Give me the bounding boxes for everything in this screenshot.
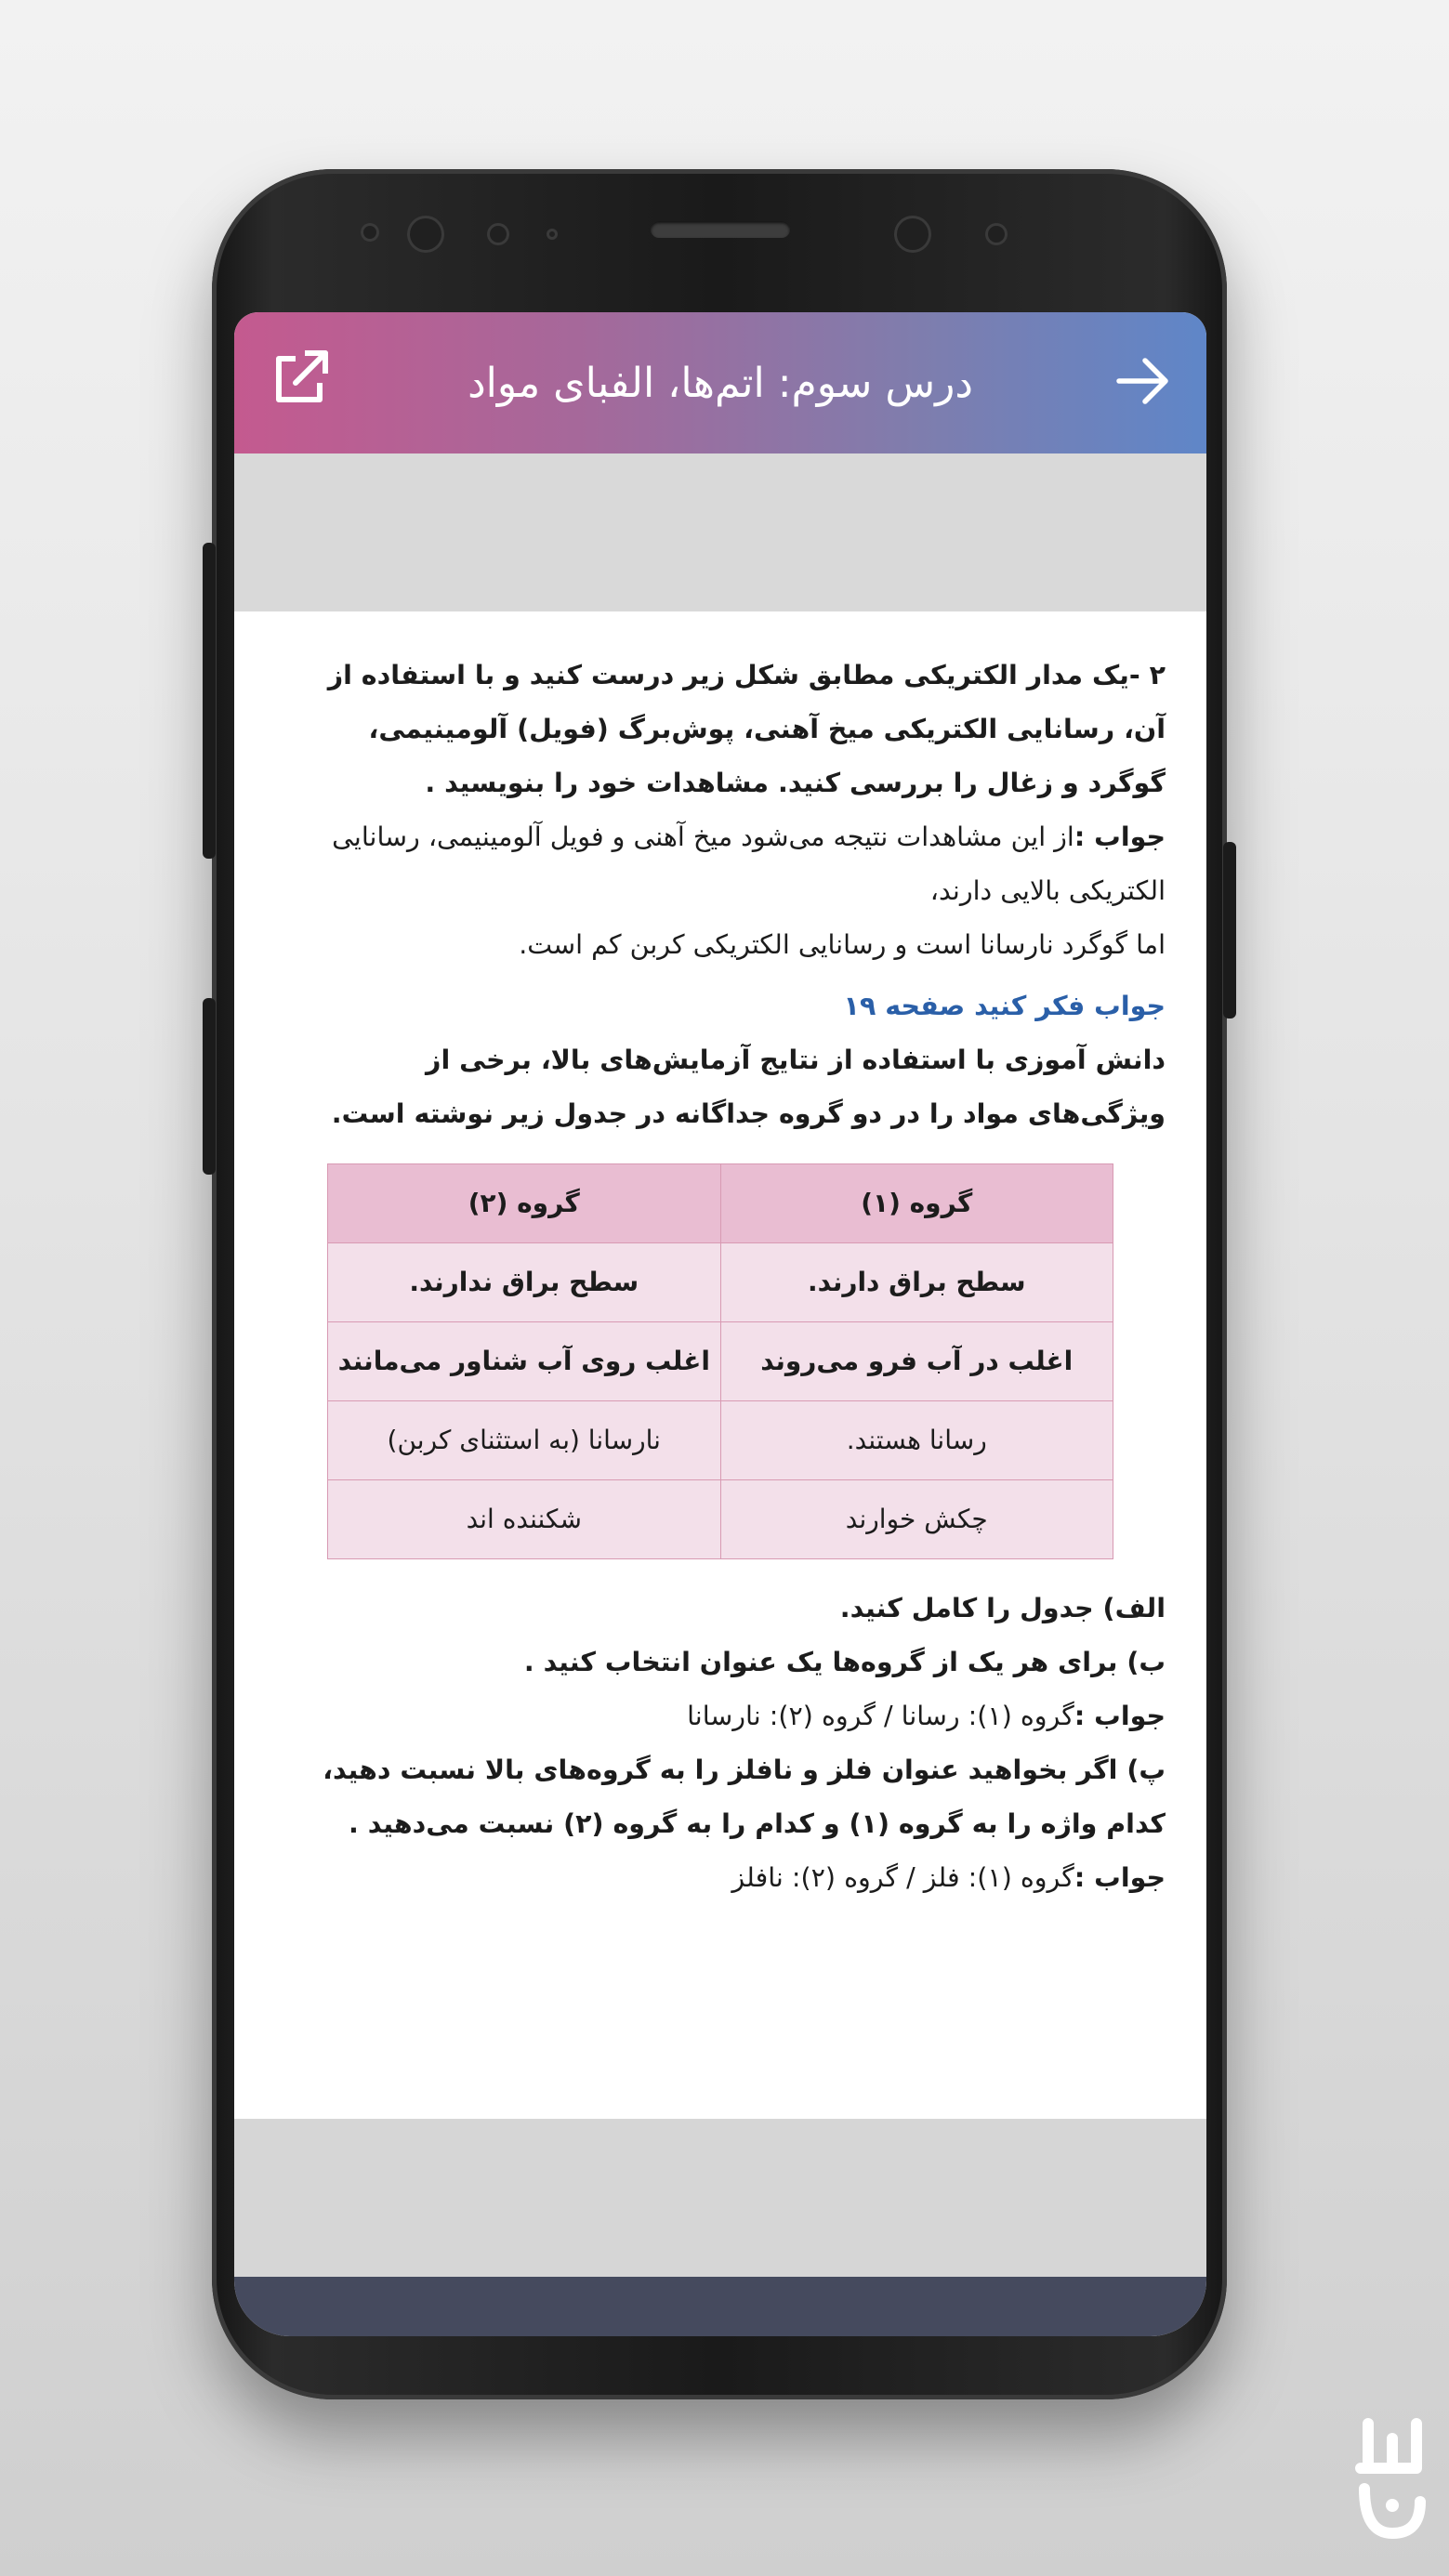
answer-2 (283, 810, 1166, 918)
table-header: گروه (۲) (328, 1164, 721, 1243)
page-title: درس سوم: اتم‌ها، الفبای مواد (468, 359, 973, 407)
question-p: پ) اگر بخواهید عنوان فلز و نافلز را به گروه‌های بالا نسبت دهید، کدام واژه را به گروه (۱) و کدام را به گروه (۲) نسبت می‌دهید . (323, 1755, 1166, 1839)
answer-2-continued: اما گوگرد نارسانا است و رسانایی الکتریکی کربن کم است. (519, 929, 1166, 960)
sensor-dot (985, 223, 1008, 245)
table-cell: چکش خوارند (720, 1480, 1113, 1559)
arrow-right-icon[interactable] (1113, 351, 1173, 411)
table-row (328, 1322, 1113, 1401)
ad-banner-top[interactable] (234, 453, 1206, 611)
table-cell: سطح براق ندارند. (328, 1243, 721, 1322)
table-row (328, 1243, 1113, 1322)
app-bar (234, 312, 1206, 453)
question-2: ۲ -یک مدار الکتریکی مطابق شکل زیر درست کنید و با استفاده از آن، رسانایی الکتریکی میخ آهنی، پوش‌برگ (فویل) آلومینیمی، گوگرد و زغال را بررسی کنید. مشاهدات خود را بنویسید . (327, 660, 1166, 798)
store-logo-icon (1350, 2412, 1435, 2552)
earpiece-speaker (651, 221, 790, 238)
phone-screen (234, 312, 1206, 2336)
lesson-content (283, 649, 1166, 1905)
intro-text: دانش آموزی با استفاده از نتایج آزمایش‌های بالا، برخی از ویژگی‌های مواد را در دو گروه جداگانه در جدول زیر نوشته است. (331, 1045, 1166, 1129)
answer-label: جواب : (1074, 1701, 1166, 1731)
section-heading: جواب فکر کنید صفحه ۱۹ (843, 991, 1166, 1021)
sensor-dot (547, 229, 558, 240)
answer-2-text: از این مشاهدات نتیجه می‌شود میخ آهنی و فویل آلومینیمی، رسانایی الکتریکی بالایی دارند، (332, 821, 1166, 906)
system-nav-bar (234, 2277, 1206, 2336)
table-row (328, 1480, 1113, 1559)
answer-label: جواب : (1074, 821, 1166, 852)
table-row (328, 1401, 1113, 1480)
front-camera (407, 216, 444, 253)
ad-banner-bottom[interactable] (234, 2119, 1206, 2277)
table-cell: شکننده اند (328, 1480, 721, 1559)
external-link-icon[interactable] (268, 346, 333, 411)
bixby-button (203, 998, 216, 1175)
table-cell: اغلب روی آب شناور می‌مانند (328, 1322, 721, 1401)
sensor-dot (361, 223, 379, 242)
question-b: ب) برای هر یک از گروه‌ها یک عنوان انتخاب کنید . (523, 1647, 1166, 1677)
table-cell: نارسانا (به استثنای کربن) (328, 1401, 721, 1480)
volume-button (203, 543, 216, 859)
groups-table (327, 1163, 1113, 1559)
answer-p-text: گروه (۱): فلز / گروه (۲): نافلز (731, 1862, 1074, 1893)
table-cell: اغلب در آب فرو می‌روند (720, 1322, 1113, 1401)
question-a: الف) جدول را کامل کنید. (839, 1593, 1166, 1623)
table-cell: سطح براق دارند. (720, 1243, 1113, 1322)
power-button (1223, 842, 1236, 1019)
table-header: گروه (۱) (720, 1164, 1113, 1243)
answer-label: جواب : (1074, 1862, 1166, 1893)
answer-b (283, 1689, 1166, 1743)
iris-scanner (894, 216, 931, 253)
answer-b-text: گروه (۱): رسانا / گروه (۲): نارسانا (687, 1701, 1074, 1731)
answer-p (283, 1851, 1166, 1905)
table-cell: رسانا هستند. (720, 1401, 1113, 1480)
sensor-dot (487, 223, 509, 245)
table-header-row (328, 1164, 1113, 1243)
